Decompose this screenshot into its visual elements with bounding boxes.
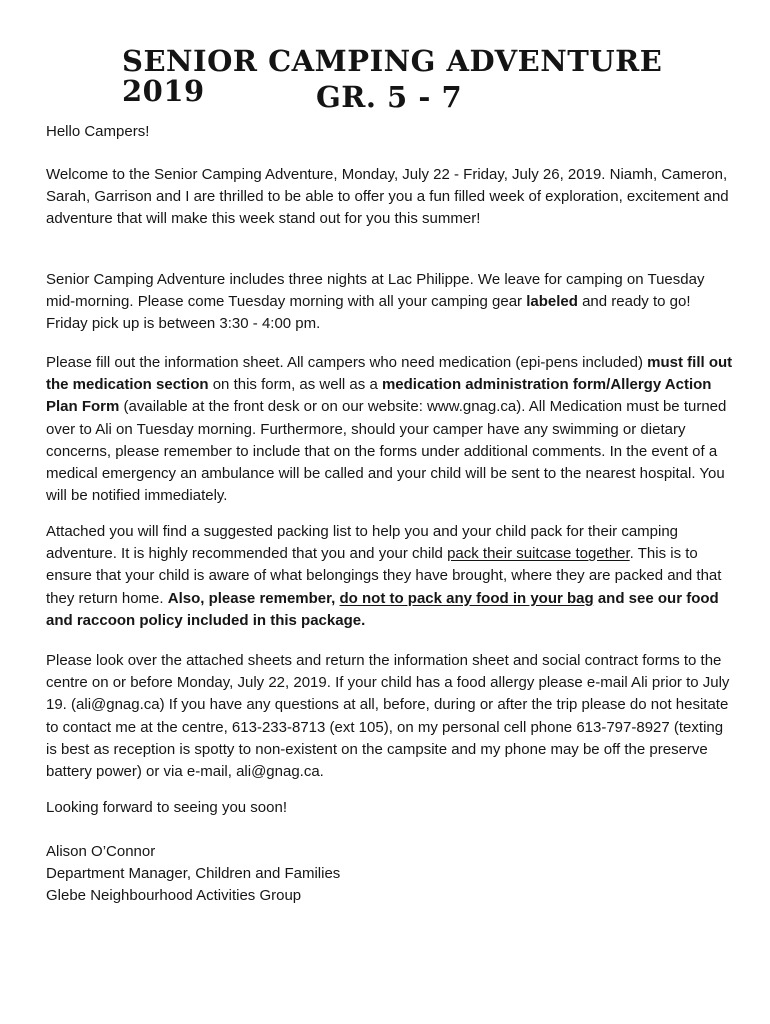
closing-text: Looking forward to seeing you soon! [46,799,287,816]
p2-text-c: and ready to go! Friday pick up is between 3:30 - 4:00 pm. [46,293,691,333]
paragraph-contact [46,650,736,783]
paragraph-medication [46,352,736,507]
p2-labeled-emphasis: labeled [526,293,578,311]
paragraph-camp-details [46,269,736,336]
greeting [46,121,736,143]
p4-raccoon-policy-emphasis: and see our food and raccoon policy included in this package. [46,589,719,629]
closing [46,797,736,819]
paragraph-contact-text: Please look over the attached sheets and return the information sheet and social contract forms to the centre on or before Monday, July 22, 2019. If your child has a food allergy please e-mail Ali prior to July 19. (ali@gnag.ca) If you have any questions at all, before, during or after the trip please do not hesitate to contact me at the centre, 613-233-8713 (ext 105), on my personal cell phone 613-797-8927 (texting is best as reception is spotty to non-existent on the campsite and my phone may be off the preserve battery power) or via e-mail, ali@gnag.ca. [46,652,730,781]
page-subtitle-grades: GR. 5 - 7 [316,80,463,114]
p4-pack-together-underlined: pack their suitcase together [447,545,630,563]
p4-no-food-warning: do not to pack any food in your bag [339,589,594,607]
signature-name: Alison O’Connor [46,843,156,860]
page-title: SENIOR CAMPING ADVENTURE 2019 [122,44,663,108]
p3-medication-section-emphasis: must fill out the medication section [46,354,733,394]
paragraph-welcome-text: Welcome to the Senior Camping Adventure, Monday, July 22 - Friday, July 26, 2019. Niamh, Cameron, Sarah, Garrison and I are thrilled to be able to offer you a fun filled week of exploration, excitement and adventure that will make this week stand out for you this summer! [46,166,729,228]
p4-text-a: Attached you will find a suggested packing list to help you and your child pack for their camping adventure. It is highly recommended that you and your child [46,523,679,563]
p4-text-c: . This is to ensure that your child is aware of what belongings they have brought, where they are packed and that they return home. [46,545,722,607]
greeting-text: Hello Campers! [46,123,150,140]
p3-text-e: (available at the front desk or on our website: www.gnag.ca). All Medication must be turned over to Ali on Tuesday morning. Furthermore, should your camper have any swimming or dietary concerns, please remember to include that on the forms under additional comments. In the event of a medical emergency an ambulance will be called and your child will be sent to the nearest hospital. You will be notified immediately. [46,398,727,505]
p3-text-c: on this form, as well as a [208,376,382,394]
signature-org: Glebe Neighbourhood Activities Group [46,887,302,905]
p2-text-a: Senior Camping Adventure includes three nights at Lac Philippe. We leave for camping on Tuesday mid-morning. Please come Tuesday morning with all your camping gear [46,271,705,311]
paragraph-welcome [46,164,736,231]
p4-remember-emphasis: Also, please remember, [167,589,340,607]
p3-medication-form-emphasis: medication administration form/Allergy Action Plan Form [46,376,712,416]
signature-block [46,841,736,908]
p3-text-a: Please fill out the information sheet. All campers who need medication (epi-pens included) [46,354,648,371]
signature-role: Department Manager, Children and Families [46,865,341,883]
paragraph-packing [46,521,736,632]
